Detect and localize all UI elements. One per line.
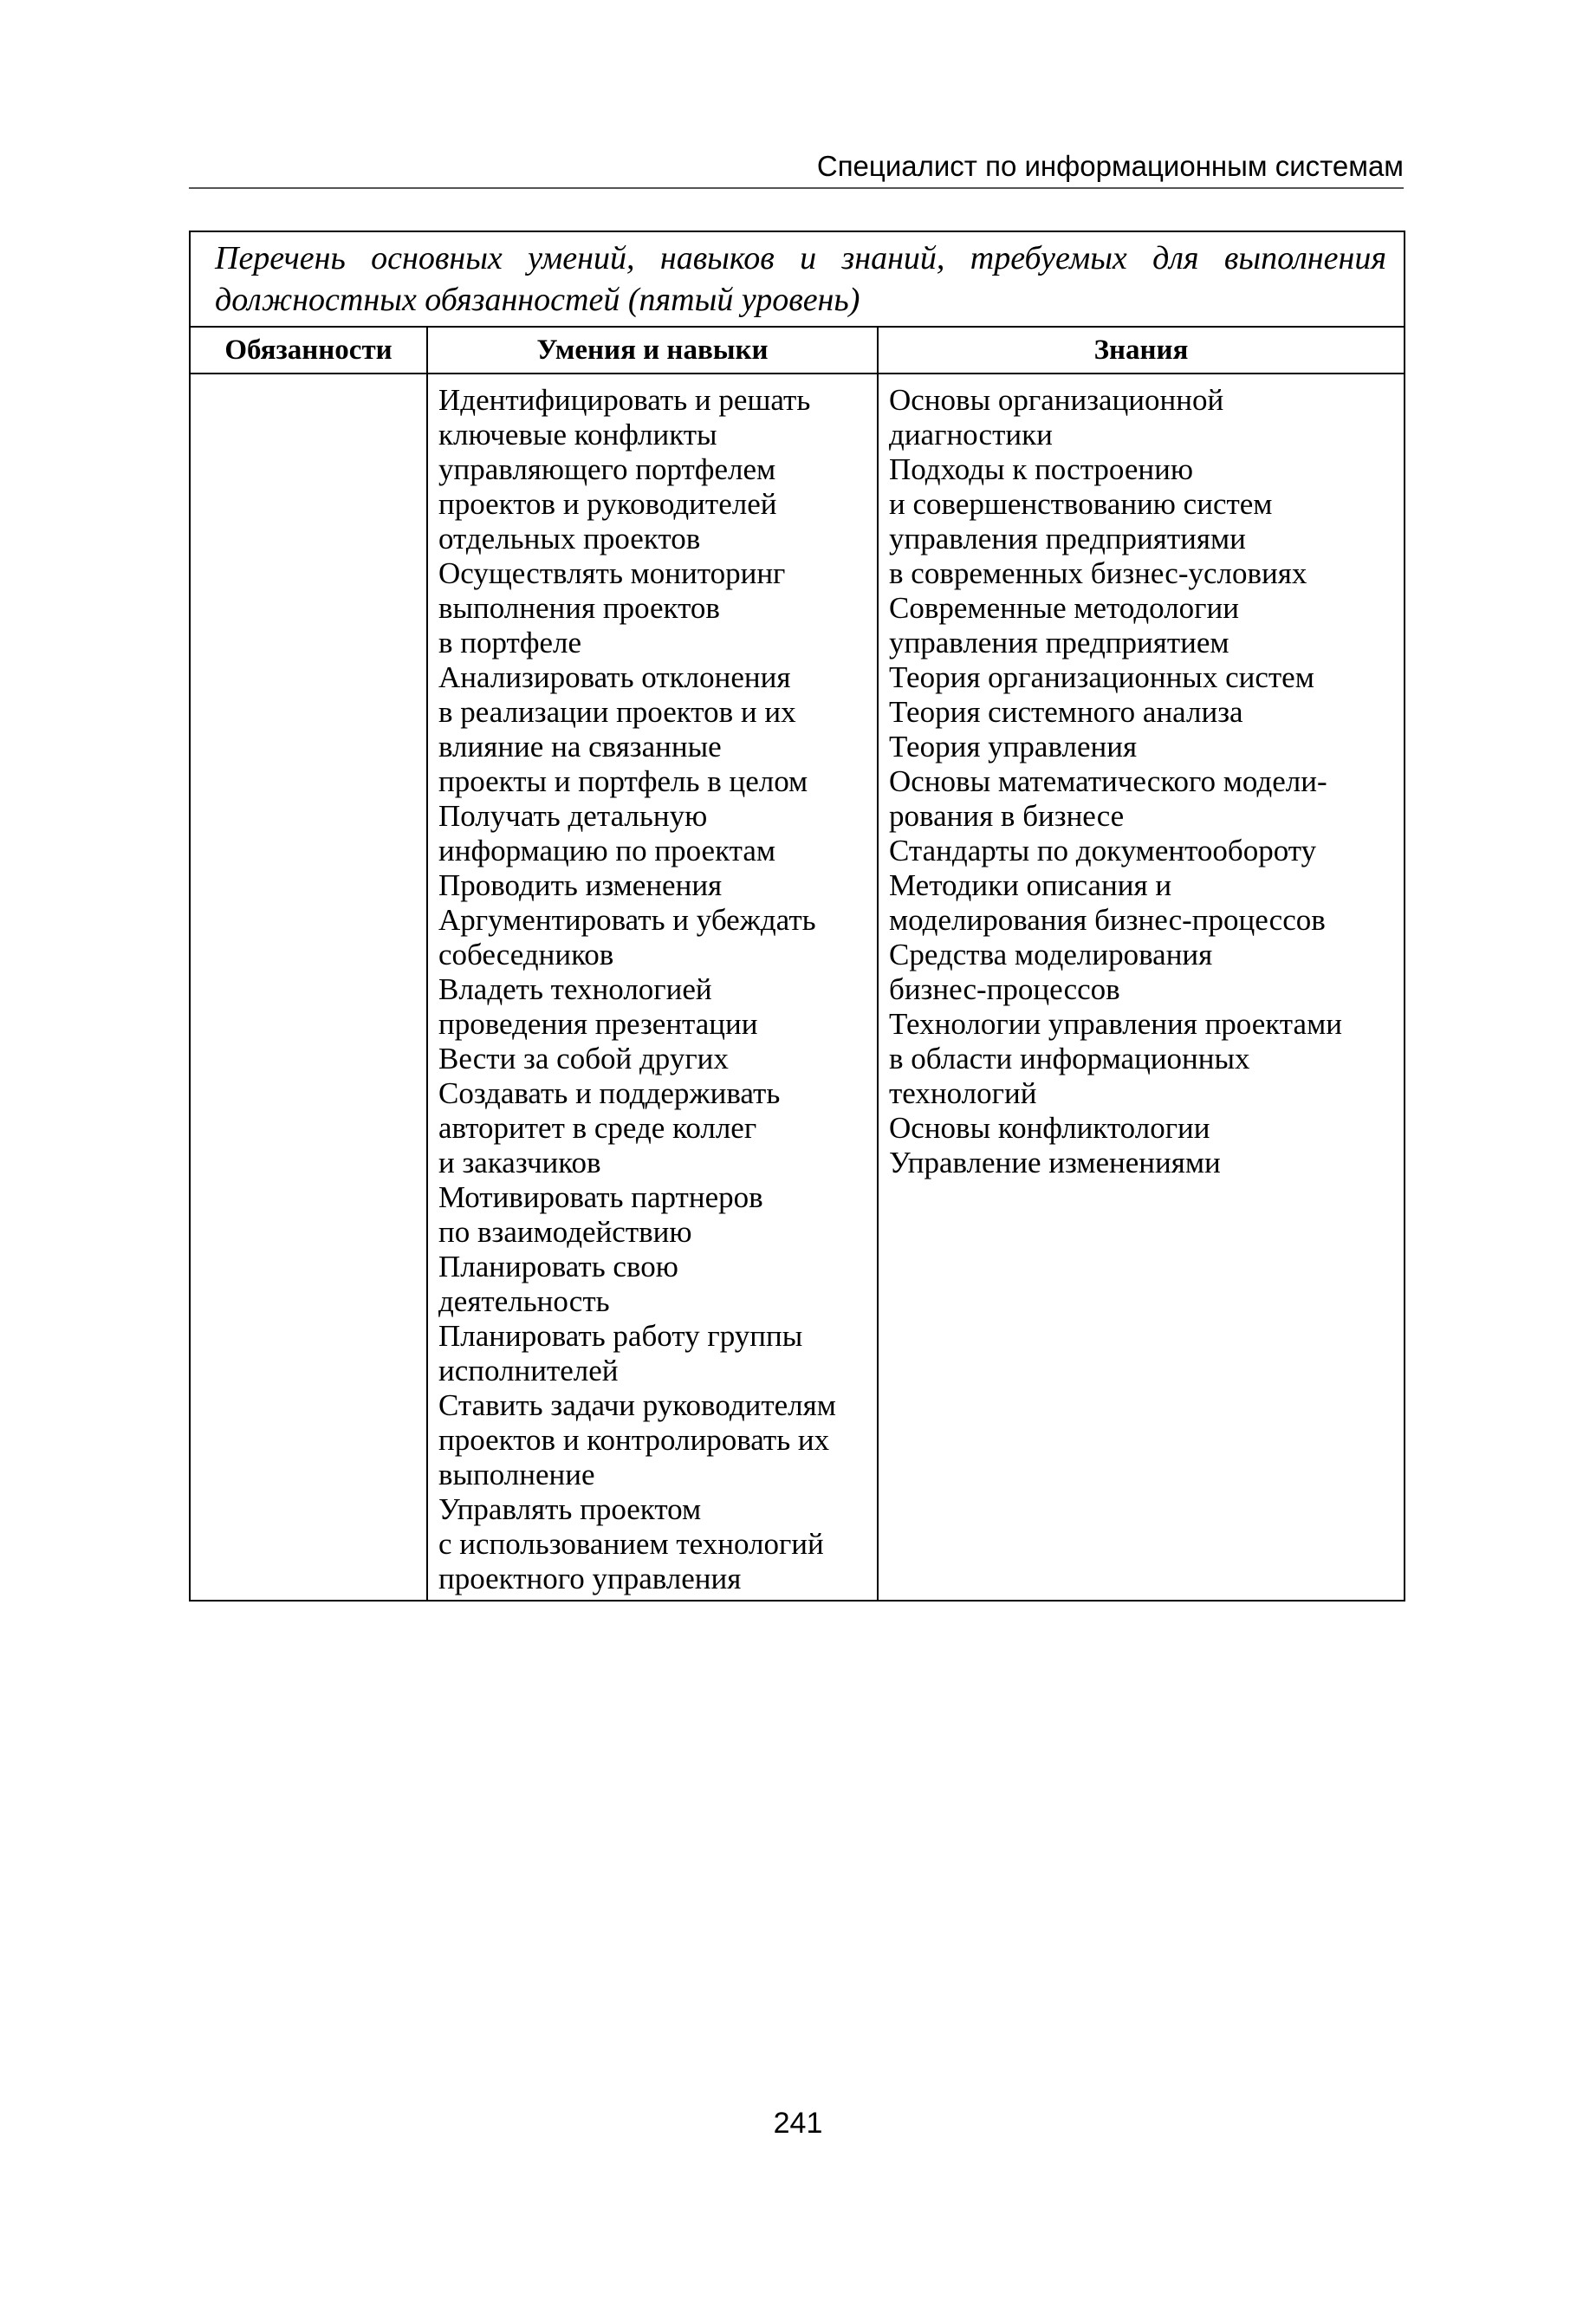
skills-table	[189, 231, 1405, 1602]
running-head: Специалист по информационным системам	[816, 150, 1404, 182]
content-row	[190, 374, 1405, 1601]
skills-list	[438, 383, 870, 1596]
skill-item: Проводить изменения	[438, 868, 723, 902]
table-caption	[190, 231, 1405, 327]
knowledge-item: Основы математического модели- рования в бизнесе	[889, 764, 1327, 833]
caption-row	[190, 231, 1405, 327]
header-row	[190, 327, 1405, 374]
knowledge-item: Теория системного анализа	[889, 695, 1243, 729]
duties-cell	[190, 374, 427, 1601]
knowledge-list	[889, 383, 1397, 1180]
header-rule	[189, 187, 1404, 189]
skill-item: Управлять проектом с использованием технологий проектного управления	[438, 1492, 824, 1595]
knowledge-cell	[878, 374, 1405, 1601]
knowledge-item: Управление изменениями	[889, 1146, 1221, 1179]
knowledge-item: Теория управления	[889, 730, 1138, 763]
skill-item: Аргументировать и убеждать собеседников	[438, 903, 816, 971]
skills-cell	[427, 374, 878, 1601]
knowledge-item: Технологии управления проектами в области информационных технологий	[889, 1007, 1342, 1110]
knowledge-item: Современные методологии управления предприятием	[889, 591, 1240, 659]
skill-item: Вести за собой других	[438, 1042, 729, 1075]
knowledge-item: Теория организационных систем	[889, 660, 1314, 694]
skill-item: Планировать работу группы исполнителей	[438, 1319, 803, 1387]
knowledge-item: Основы конфликтологии	[889, 1111, 1210, 1145]
skill-item: Получать детальную информацию по проектам	[438, 799, 776, 867]
header-skills: Умения и навыки	[427, 327, 878, 374]
skill-item: Анализировать отклонения в реализации проектов и их влияние на связанные проекты и портфель в целом	[438, 660, 808, 798]
knowledge-item: Средства моделирования бизнес-процессов	[889, 938, 1213, 1006]
page-number: 241	[773, 2107, 823, 2140]
skill-item: Ставить задачи руководителям проектов и контролировать их выполнение	[438, 1388, 836, 1491]
skill-item: Идентифицировать и решать ключевые конфликты управляющего портфелем проектов и руководителей отдельных проектов	[438, 383, 811, 556]
skill-item: Создавать и поддерживать авторитет в среде коллег и заказчиков	[438, 1076, 781, 1179]
knowledge-item: Методики описания и моделирования бизнес-процессов	[889, 868, 1326, 937]
knowledge-item: Стандарты по документообороту	[889, 834, 1317, 867]
header-knowledge: Знания	[878, 327, 1405, 374]
skill-item: Мотивировать партнеров по взаимодействию	[438, 1180, 763, 1249]
skill-item: Осуществлять мониторинг выполнения проектов в портфеле	[438, 556, 786, 659]
knowledge-item: Подходы к построению и совершенствованию систем управления предприятиями в современных бизнес-условиях	[889, 452, 1307, 590]
skill-item: Владеть технологией проведения презентации	[438, 972, 758, 1041]
caption-line-2: должностных обязанностей (пятый уровень)	[215, 282, 860, 318]
caption-line-1: Перечень основных умений, навыков и знаний, требуемых для выполнения	[215, 240, 1386, 276]
header-duties: Обязанности	[190, 327, 427, 374]
knowledge-item: Основы организационной диагностики	[889, 383, 1224, 452]
skill-item: Планировать свою деятельность	[438, 1250, 678, 1318]
